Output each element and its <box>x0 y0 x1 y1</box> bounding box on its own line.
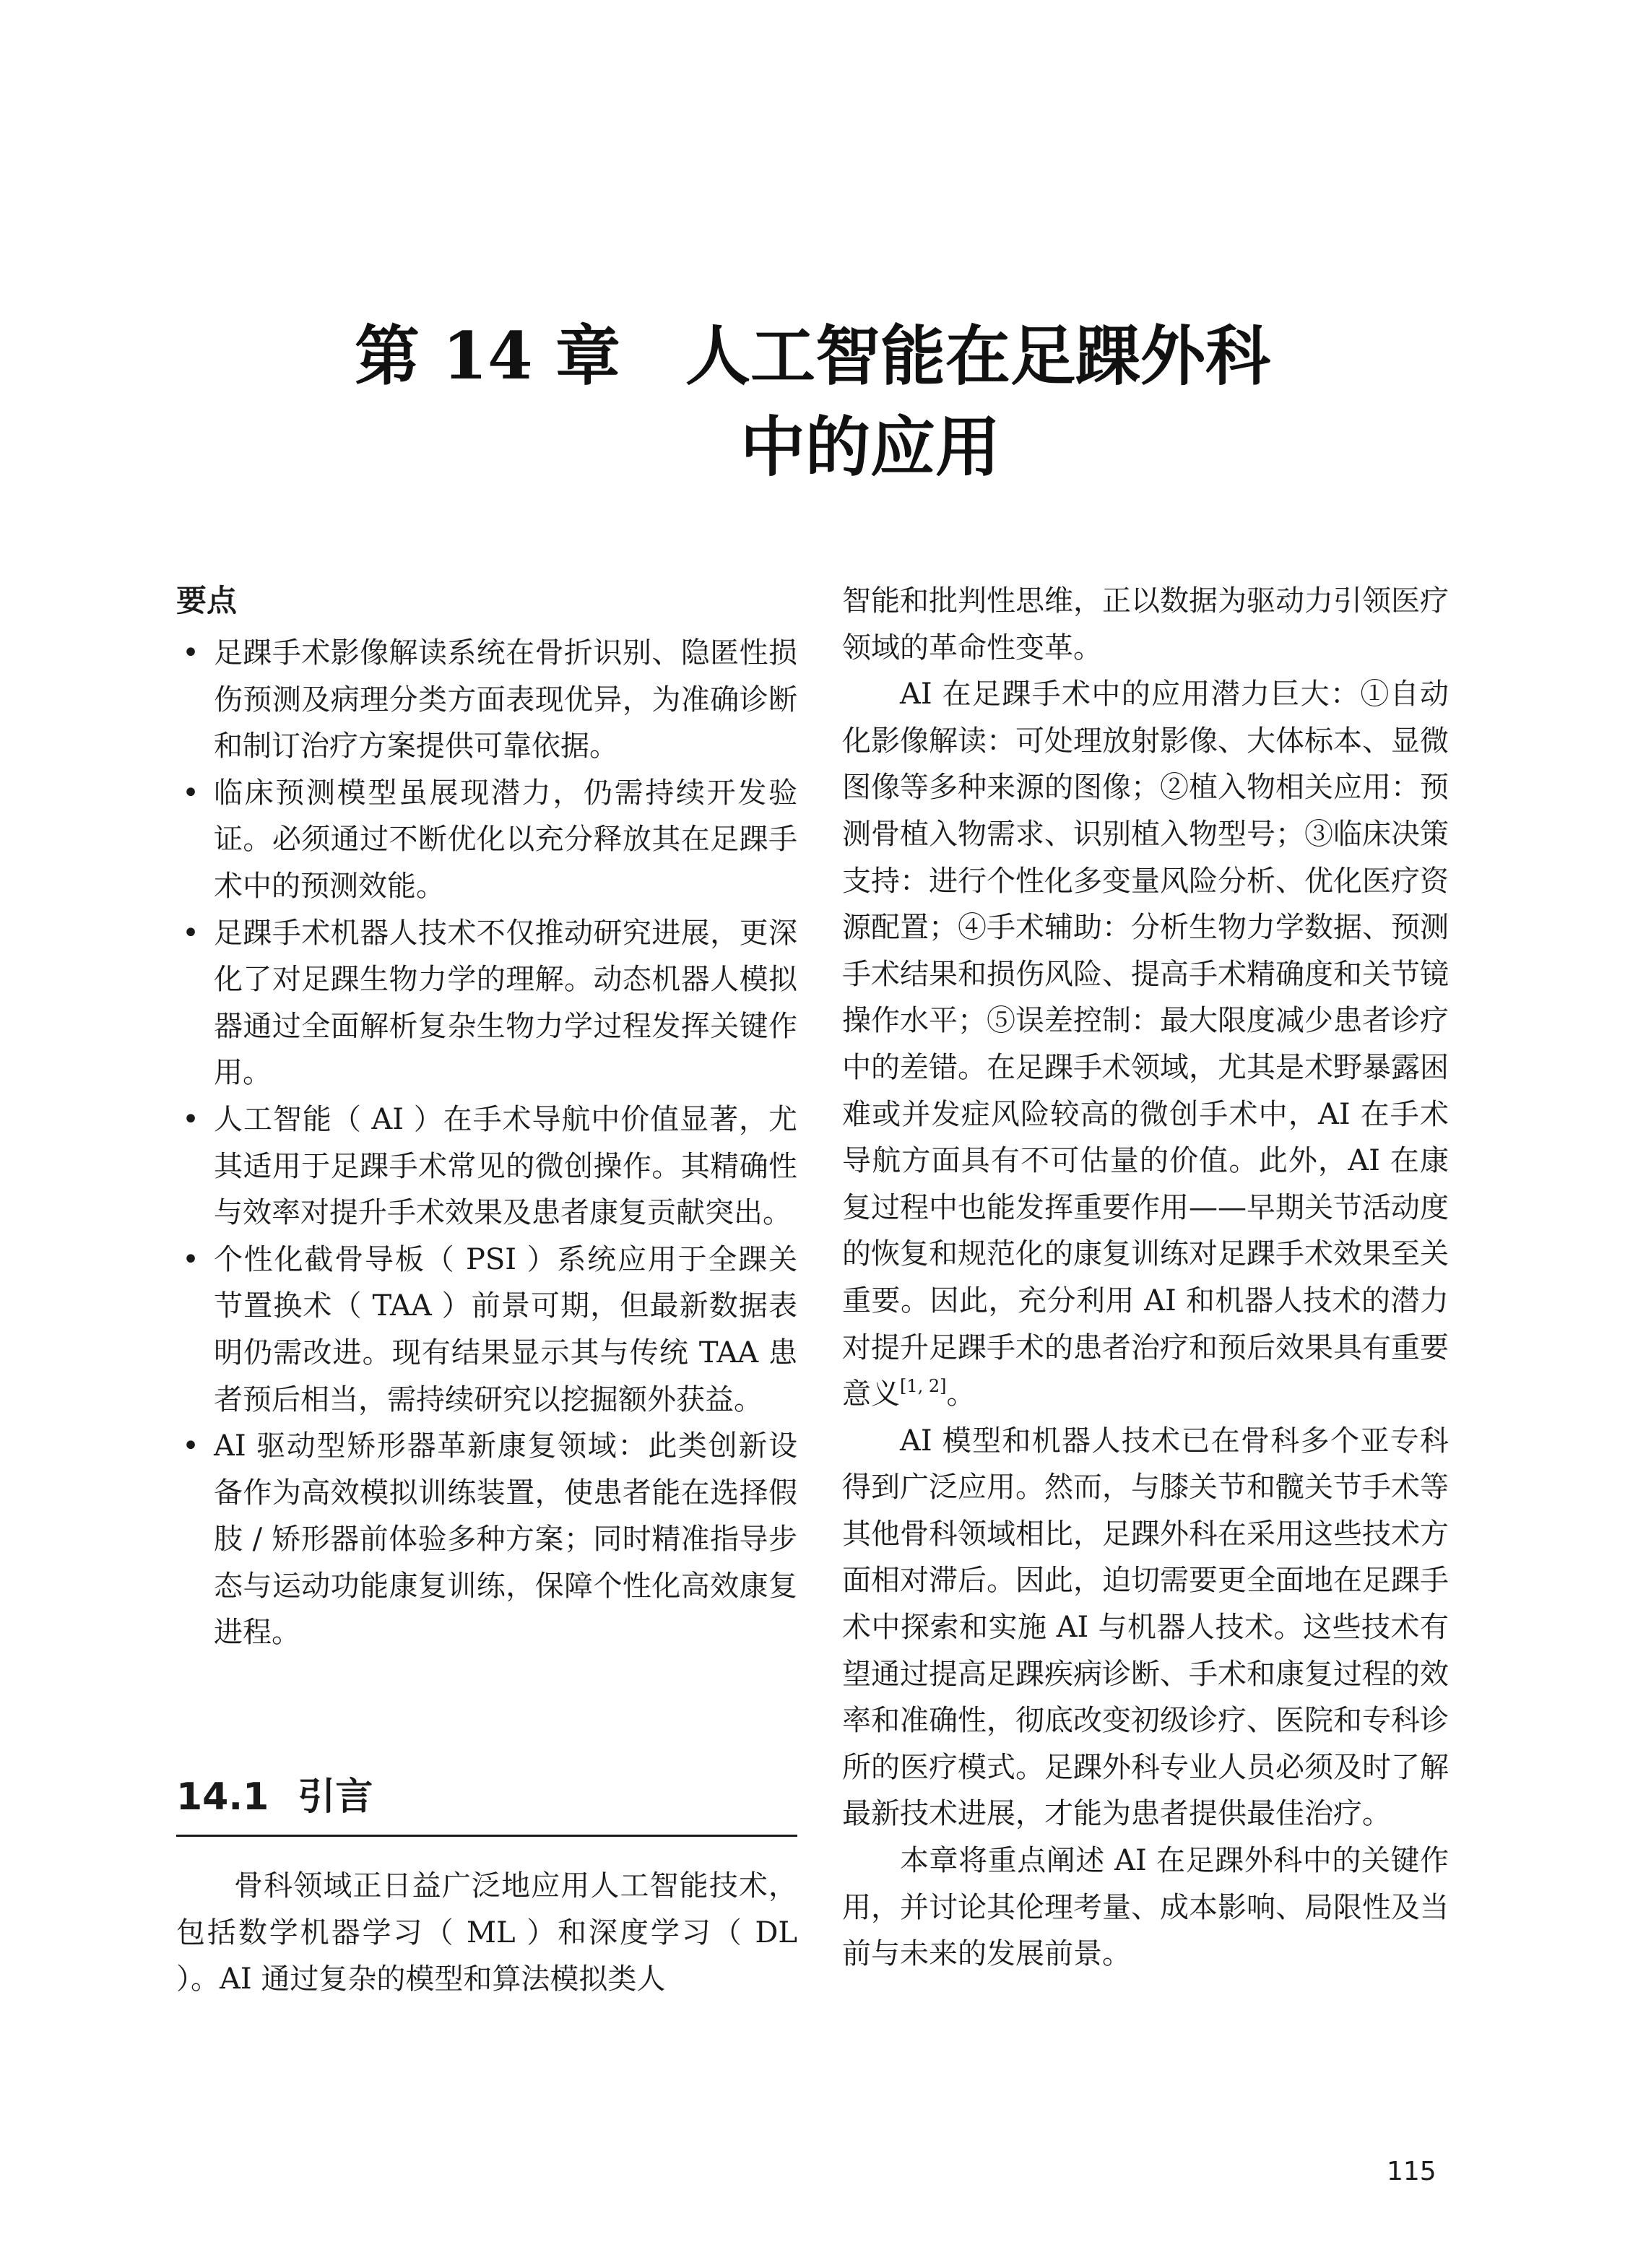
keypoint-item <box>176 1096 797 1237</box>
citation[interactable]: [1, 2] <box>900 1376 947 1397</box>
section-heading <box>176 1768 797 1837</box>
keypoint-text: 足踝手术机器人技术不仅推动研究进展，更深化了对足踝生物力学的理解。动态机器人模拟器通过全面解析复杂生物力学过程发挥关键作用。 <box>214 916 797 1090</box>
bullet-icon: • <box>182 1429 199 1463</box>
chapter-title-line-2: 中的应用 <box>740 409 1000 486</box>
chapter-number: 第 14 章 <box>355 318 620 395</box>
applications-end: 。 <box>946 1377 976 1411</box>
chapter-title-text-1: 人工智能在足踝外科 <box>685 318 1270 395</box>
applications-text: AI 在足踝手术中的应用潜力巨大：①自动化影像解读：可处理放射影像、大体标本、显微图像等多种来源的图像；②植入物相关应用：预测骨植入物需求、识别植入物型号；③临床决策支持：进行个性化多变量风险分析、优化医疗资源配置；④手术辅助：分析生物力学数据、预测手术结果和损伤风险、提高手术精确度和关节镜操作水平；⑤误差控制：最大限度减少患者诊疗中的差错。在足踝手术领域，尤其是术野暴露困难或并发症风险较高的微创手术中，AI 在手术导航方面具有不可估量的价值。此外，AI 在康复过程中也能发挥重要作用——早期关节活动度的恢复和规范化的康复训练对足踝手术效果至关重要。因此，充分利用 AI 和机器人技术的潜力对提升足踝手术的患者治疗和预后效果具有重要意义 <box>842 678 1449 1411</box>
keypoint-text: 临床预测模型虽展现潜力，仍需持续开发验证。必须通过不断优化以充分释放其在足踝手术中的预测效能。 <box>214 776 797 903</box>
intro-paragraph-continued: 智能和批判性思维，正以数据为驱动力引领医疗领域的革命性变革。 <box>842 584 1449 665</box>
adoption-lag-paragraph: AI 模型和机器人技术已在骨科多个亚专科得到广泛应用。然而，与膝关节和髋关节手术等其他骨科领域相比，足踝外科在采用这些技术方面相对滞后。因此，迫切需要更全面地在足踝手术中探索和实施 AI 与机器人技术。这些技术有望通过提高足踝疾病诊断、手术和康复过程的效率和准确性，彻底改变初级诊疗、医院和专科诊所的医疗模式。足踝外科专业人员必须及时了解最新技术进展，才能为患者提供最佳治疗。 <box>842 1424 1449 1831</box>
keypoints-list <box>176 630 797 1656</box>
keypoint-text: AI 驱动型矫形器革新康复领域：此类创新设备作为高效模拟训练装置，使患者能在选择假肢 / 矫形器前体验多种方案；同时精准指导步态与运动功能康复训练，保障个性化高效康复进程。 <box>214 1429 797 1650</box>
keypoint-item <box>176 630 797 770</box>
chapter-focus-paragraph: 本章将重点阐述 AI 在足踝外科中的关键作用，并讨论其伦理考量、成本影响、局限性及当前与未来的发展前景。 <box>842 1844 1449 1971</box>
right-column <box>842 578 1449 1978</box>
applications-paragraph <box>842 671 1449 1418</box>
keypoint-item <box>176 770 797 910</box>
chapter-title <box>0 311 1625 493</box>
section-number: 14.1 <box>176 1775 269 1819</box>
bullet-icon: • <box>182 636 199 670</box>
bullet-icon: • <box>182 1242 199 1276</box>
keypoint-item <box>176 910 797 1096</box>
bullet-icon: • <box>182 916 199 950</box>
keypoint-item <box>176 1423 797 1656</box>
keypoint-text: 个性化截骨导板（ PSI ）系统应用于全踝关节置换术（ TAA ）前景可期，但最新数据表明仍需改进。现有结果显示其与传统 TAA 患者预后相当，需持续研究以挖掘额外获益。 <box>214 1242 797 1416</box>
intro-paragraph: 骨科领域正日益广泛地应用人工智能技术，包括数学机器学习（ ML ）和深度学习（ DL ）。AI 通过复杂的模型和算法模拟类人 <box>176 1869 797 1996</box>
page-number: 115 <box>1387 2157 1436 2186</box>
keypoint-text: 足踝手术影像解读系统在骨折识别、隐匿性损伤预测及病理分类方面表现优异，为准确诊断和制订治疗方案提供可靠依据。 <box>214 636 797 763</box>
section-title: 引言 <box>298 1775 373 1819</box>
keypoint-text: 人工智能（ AI ）在手术导航中价值显著，尤其适用于足踝手术常见的微创操作。其精确性与效率对提升手术效果及患者康复贡献突出。 <box>214 1102 797 1230</box>
left-column <box>176 578 797 2003</box>
keypoints-heading: 要点 <box>176 583 238 618</box>
keypoint-item <box>176 1237 797 1423</box>
bullet-icon: • <box>182 1102 199 1136</box>
chapter-title-line-1 <box>0 311 1625 402</box>
bullet-icon: • <box>182 776 199 810</box>
